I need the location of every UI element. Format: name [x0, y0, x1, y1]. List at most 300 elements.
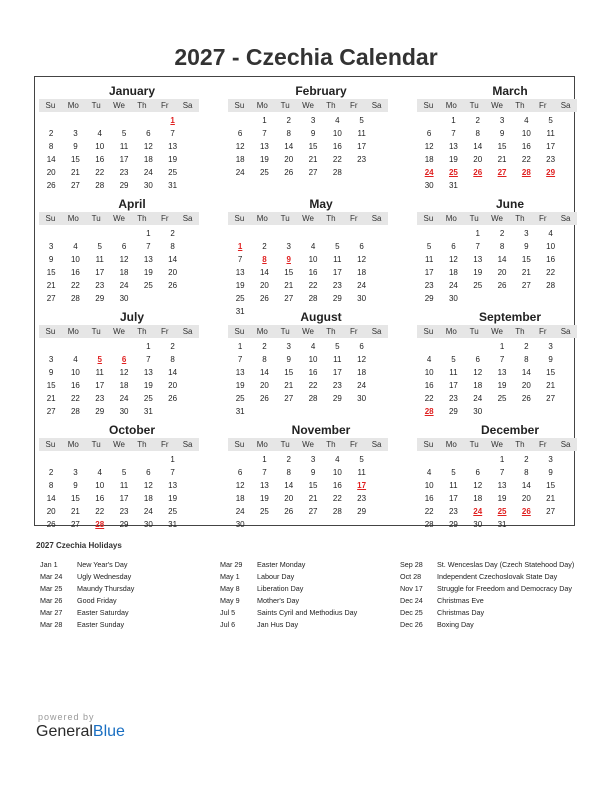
- day-cell: 24: [235, 507, 245, 516]
- day-cell: 3: [73, 468, 78, 477]
- month-may: [228, 196, 388, 318]
- day-grid: [417, 453, 577, 531]
- empty-day-cell: [88, 114, 112, 127]
- day-cell: 5: [451, 468, 456, 477]
- day-cell: 26: [168, 281, 178, 290]
- day-cell: 23: [424, 281, 434, 290]
- day-cell: 15: [284, 368, 294, 377]
- day-cell: 5: [121, 129, 127, 138]
- day-cell: 9: [73, 142, 78, 151]
- weekday-label: Th: [515, 101, 525, 110]
- day-cell: 13: [448, 142, 458, 151]
- holiday-name: Christmas Eve: [437, 596, 484, 605]
- day-cell: 13: [143, 368, 153, 377]
- weekday-label: Mo: [67, 101, 79, 110]
- day-cell: 4: [73, 242, 78, 251]
- day-cell: 1: [170, 455, 175, 464]
- holiday-item: [400, 595, 580, 607]
- day-cell: 12: [473, 481, 483, 490]
- day-cell: 21: [308, 494, 318, 503]
- day-cell: 3: [48, 242, 54, 251]
- day-grid: [228, 227, 388, 318]
- day-cell: 5: [335, 342, 340, 351]
- holiday-day-cell: 8: [262, 255, 267, 264]
- day-cell: 29: [424, 294, 434, 303]
- day-cell: 19: [235, 281, 245, 290]
- day-cell: 2: [48, 468, 54, 477]
- day-cell: 28: [308, 394, 318, 403]
- day-cell: 17: [332, 268, 342, 277]
- holiday-day-cell: 1: [237, 242, 243, 251]
- day-cell: 29: [357, 507, 367, 516]
- day-cell: 27: [521, 281, 531, 290]
- day-cell: 20: [46, 507, 56, 516]
- day-cell: 13: [143, 255, 153, 264]
- holiday-item: [220, 571, 390, 583]
- day-cell: 26: [284, 507, 294, 516]
- day-grid: [228, 114, 388, 179]
- holiday-name: Labour Day: [257, 572, 295, 581]
- day-cell: 27: [546, 507, 556, 516]
- day-cell: 21: [46, 394, 56, 403]
- weekday-label: Tu: [280, 101, 290, 110]
- day-cell: 22: [70, 394, 80, 403]
- month-name: March: [492, 84, 528, 98]
- weekday-label: Th: [515, 327, 525, 336]
- weekday-label: Su: [234, 101, 245, 110]
- day-cell: 11: [119, 481, 129, 490]
- day-cell: 5: [548, 116, 553, 125]
- weekday-label: Su: [234, 327, 245, 336]
- holiday-date: May 9: [220, 596, 240, 605]
- month-name: November: [291, 423, 351, 437]
- holiday-date: Mar 29: [220, 560, 243, 569]
- holiday-item: [400, 607, 580, 619]
- month-december: [417, 422, 577, 531]
- weekday-header: [39, 438, 199, 451]
- day-cell: 3: [286, 242, 291, 251]
- brand-general: General: [36, 723, 93, 740]
- holiday-day-cell: 5: [97, 355, 102, 364]
- month-name: June: [495, 197, 524, 211]
- weekday-label: We: [491, 214, 503, 223]
- day-cell: 14: [473, 142, 483, 151]
- day-cell: 23: [332, 381, 342, 390]
- weekday-label: Fr: [538, 327, 547, 336]
- day-grid: [417, 114, 577, 192]
- day-cell: 15: [497, 142, 507, 151]
- day-cell: 30: [143, 520, 153, 529]
- month-april: [39, 196, 199, 305]
- weekday-label: Fr: [538, 440, 547, 449]
- holiday-name: Maundy Thursday: [77, 584, 135, 593]
- day-cell: 2: [170, 342, 175, 351]
- day-cell: 9: [548, 468, 553, 477]
- day-cell: 12: [119, 255, 129, 264]
- day-cell: 12: [448, 255, 458, 264]
- day-cell: 29: [119, 181, 129, 190]
- weekday-label: We: [113, 327, 125, 336]
- day-cell: 13: [473, 255, 483, 264]
- holiday-day-cell: 25: [497, 507, 507, 516]
- holiday-item: [400, 571, 580, 583]
- holiday-name: Christmas Day: [437, 608, 485, 617]
- day-cell: 22: [424, 507, 434, 516]
- weekday-label: Sa: [182, 440, 193, 449]
- day-cell: 19: [259, 155, 269, 164]
- day-cell: 31: [448, 181, 458, 190]
- day-cell: 22: [308, 281, 318, 290]
- day-cell: 28: [308, 294, 318, 303]
- holiday-column: [40, 559, 210, 631]
- day-cell: 14: [259, 368, 269, 377]
- day-cell: 12: [119, 368, 129, 377]
- day-cell: 11: [424, 255, 434, 264]
- day-cell: 22: [332, 155, 342, 164]
- holiday-item: [220, 559, 390, 571]
- day-cell: 6: [359, 242, 364, 251]
- day-cell: 22: [546, 268, 556, 277]
- weekday-header: [39, 325, 199, 338]
- empty-day-cell: [39, 453, 63, 466]
- weekday-label: Mo: [256, 101, 268, 110]
- day-cell: 9: [310, 129, 316, 138]
- day-cell: 19: [497, 494, 507, 503]
- day-cell: 13: [235, 368, 245, 377]
- day-cell: 6: [426, 129, 432, 138]
- day-cell: 10: [70, 368, 80, 377]
- day-cell: 27: [70, 181, 80, 190]
- day-cell: 27: [284, 394, 294, 403]
- day-cell: 23: [119, 507, 129, 516]
- day-cell: 3: [548, 455, 553, 464]
- weekday-header: [417, 438, 577, 451]
- weekday-label: Th: [326, 101, 336, 110]
- weekday-label: We: [491, 440, 503, 449]
- month-january: [39, 83, 199, 192]
- day-cell: 19: [168, 155, 178, 164]
- holiday-day-cell: 27: [497, 168, 507, 177]
- day-cell: 13: [259, 481, 269, 490]
- day-cell: 5: [451, 355, 456, 364]
- day-cell: 18: [143, 155, 153, 164]
- empty-day-cell: [277, 227, 301, 240]
- holiday-item: [400, 619, 580, 631]
- day-cell: 23: [546, 155, 556, 164]
- weekday-header: [417, 99, 577, 112]
- day-cell: 25: [235, 294, 245, 303]
- holiday-item: [220, 607, 390, 619]
- day-cell: 1: [237, 342, 243, 351]
- day-cell: 15: [521, 255, 531, 264]
- holiday-date: Dec 24: [400, 596, 423, 605]
- weekday-label: Th: [137, 327, 147, 336]
- day-cell: 25: [143, 281, 153, 290]
- day-cell: 16: [95, 155, 105, 164]
- day-cell: 26: [259, 394, 269, 403]
- holiday-day-cell: 28: [424, 407, 434, 416]
- holiday-day-cell: 24: [424, 168, 434, 177]
- day-cell: 11: [449, 481, 458, 490]
- day-cell: 10: [332, 468, 342, 477]
- day-cell: 28: [424, 520, 434, 529]
- weekday-label: Sa: [560, 101, 571, 110]
- day-cell: 26: [168, 394, 178, 403]
- holiday-item: [220, 583, 390, 595]
- day-cell: 29: [448, 407, 458, 416]
- day-cell: 16: [70, 381, 80, 390]
- holiday-day-cell: 28: [521, 168, 531, 177]
- day-cell: 15: [308, 481, 318, 490]
- day-cell: 12: [424, 142, 434, 151]
- day-cell: 21: [546, 494, 556, 503]
- day-cell: 2: [286, 116, 291, 125]
- day-cell: 20: [284, 155, 294, 164]
- day-cell: 19: [259, 494, 269, 503]
- holiday-name: Easter Saturday: [77, 608, 129, 617]
- day-cell: 31: [168, 520, 178, 529]
- empty-day-cell: [349, 227, 373, 240]
- day-cell: 1: [262, 116, 267, 125]
- day-cell: 12: [143, 481, 153, 490]
- day-cell: 8: [499, 242, 505, 251]
- generalblue-logo[interactable]: [36, 723, 125, 741]
- day-cell: 27: [46, 294, 56, 303]
- holiday-name: Boxing Day: [437, 620, 474, 629]
- weekday-label: Fr: [349, 440, 358, 449]
- month-name: September: [478, 310, 542, 324]
- weekday-label: Sa: [182, 214, 193, 223]
- day-cell: 7: [170, 129, 175, 138]
- holiday-name: Mother's Day: [257, 596, 300, 605]
- empty-day-cell: [441, 453, 465, 466]
- empty-day-cell: [112, 227, 136, 240]
- day-cell: 18: [235, 155, 245, 164]
- day-cell: 6: [237, 129, 243, 138]
- day-cell: 24: [448, 281, 458, 290]
- month-name: October: [108, 423, 155, 437]
- weekday-label: We: [302, 101, 314, 110]
- weekday-header: [417, 325, 577, 338]
- day-cell: 11: [357, 129, 366, 138]
- day-cell: 6: [451, 242, 456, 251]
- day-cell: 21: [521, 268, 531, 277]
- day-cell: 15: [308, 142, 318, 151]
- day-cell: 29: [332, 394, 342, 403]
- holiday-item: [40, 607, 210, 619]
- day-cell: 24: [357, 381, 367, 390]
- holiday-date: Sep 28: [400, 560, 423, 569]
- day-cell: 26: [46, 181, 56, 190]
- day-cell: 11: [95, 255, 104, 264]
- day-cell: 19: [168, 494, 178, 503]
- day-cell: 14: [168, 368, 178, 377]
- day-cell: 4: [310, 242, 316, 251]
- day-cell: 17: [119, 155, 129, 164]
- weekday-label: Tu: [469, 101, 479, 110]
- day-cell: 24: [143, 507, 153, 516]
- month-name: January: [108, 84, 156, 98]
- holiday-name: Easter Sunday: [77, 620, 125, 629]
- day-cell: 10: [308, 255, 318, 264]
- holiday-date: May 8: [220, 584, 240, 593]
- day-cell: 24: [473, 394, 483, 403]
- day-cell: 31: [143, 407, 153, 416]
- holiday-day-cell: 25: [448, 168, 458, 177]
- empty-day-cell: [112, 340, 136, 353]
- day-cell: 25: [259, 507, 269, 516]
- empty-day-cell: [252, 227, 276, 240]
- day-cell: 20: [521, 381, 531, 390]
- day-cell: 9: [286, 355, 291, 364]
- empty-day-cell: [441, 340, 465, 353]
- day-cell: 28: [70, 407, 80, 416]
- day-cell: 12: [235, 142, 245, 151]
- day-cell: 2: [262, 242, 267, 251]
- weekday-label: Th: [515, 214, 525, 223]
- day-cell: 22: [332, 494, 342, 503]
- day-cell: 8: [262, 355, 267, 364]
- day-cell: 14: [168, 255, 178, 264]
- weekday-label: Fr: [160, 101, 169, 110]
- day-grid: [228, 453, 388, 531]
- day-cell: 21: [308, 155, 318, 164]
- weekday-label: Tu: [469, 440, 479, 449]
- day-cell: 11: [546, 129, 555, 138]
- day-cell: 6: [146, 468, 151, 477]
- day-cell: 21: [46, 281, 56, 290]
- day-cell: 19: [473, 268, 483, 277]
- weekday-label: We: [113, 440, 125, 449]
- day-cell: 30: [448, 294, 458, 303]
- day-cell: 7: [475, 242, 480, 251]
- day-cell: 13: [168, 142, 178, 151]
- month-november: [228, 422, 388, 531]
- weekday-label: Tu: [469, 214, 479, 223]
- day-grid: [39, 453, 199, 531]
- holiday-name: Easter Monday: [257, 560, 306, 569]
- day-cell: 20: [259, 281, 269, 290]
- month-name: August: [300, 310, 342, 324]
- weekday-label: Su: [423, 440, 434, 449]
- holiday-date: Dec 25: [400, 608, 423, 617]
- day-cell: 4: [335, 455, 340, 464]
- day-cell: 7: [237, 255, 243, 264]
- weekday-label: We: [491, 327, 503, 336]
- day-cell: 11: [449, 368, 458, 377]
- holiday-column: [400, 559, 580, 631]
- day-cell: 4: [310, 342, 316, 351]
- day-cell: 9: [548, 355, 553, 364]
- day-cell: 1: [499, 342, 505, 351]
- holiday-item: [400, 583, 580, 595]
- day-cell: 30: [357, 394, 367, 403]
- weekday-label: Tu: [91, 214, 101, 223]
- day-cell: 6: [146, 129, 151, 138]
- day-cell: 15: [546, 481, 556, 490]
- weekday-label: Sa: [560, 327, 571, 336]
- weekday-label: Su: [45, 327, 56, 336]
- weekday-label: Th: [326, 327, 336, 336]
- weekday-label: Th: [326, 440, 336, 449]
- day-cell: 9: [48, 368, 54, 377]
- day-cell: 31: [235, 307, 245, 316]
- empty-day-cell: [112, 453, 136, 466]
- day-cell: 13: [259, 142, 269, 151]
- day-grid: [39, 227, 199, 305]
- day-cell: 2: [524, 455, 529, 464]
- calendar-grid: [34, 76, 575, 529]
- day-cell: 23: [119, 168, 129, 177]
- day-cell: 10: [95, 481, 105, 490]
- day-cell: 25: [168, 168, 178, 177]
- day-cell: 17: [119, 494, 129, 503]
- day-cell: 4: [97, 468, 102, 477]
- day-cell: 6: [237, 468, 243, 477]
- weekday-label: Sa: [371, 214, 382, 223]
- day-cell: 19: [448, 155, 458, 164]
- day-cell: 18: [143, 494, 153, 503]
- day-cell: 26: [259, 294, 269, 303]
- day-cell: 23: [357, 494, 367, 503]
- holiday-day-cell: 6: [121, 355, 127, 364]
- empty-day-cell: [417, 114, 441, 127]
- weekday-label: Fr: [349, 327, 358, 336]
- day-cell: 13: [497, 368, 507, 377]
- day-cell: 18: [448, 268, 458, 277]
- weekday-label: Sa: [371, 327, 382, 336]
- day-cell: 7: [146, 242, 151, 251]
- month-february: [228, 83, 388, 179]
- weekday-label: Sa: [182, 327, 193, 336]
- holiday-date: Mar 25: [40, 584, 63, 593]
- weekday-header: [228, 99, 388, 112]
- day-cell: 10: [70, 255, 80, 264]
- month-march: [417, 83, 577, 192]
- day-grid: [39, 340, 199, 418]
- holiday-item: [40, 619, 210, 631]
- day-cell: 31: [235, 407, 245, 416]
- day-cell: 16: [546, 255, 556, 264]
- weekday-label: Su: [45, 214, 56, 223]
- holiday-date: May 1: [220, 572, 240, 581]
- day-cell: 18: [424, 155, 434, 164]
- day-cell: 27: [46, 407, 56, 416]
- day-cell: 18: [357, 368, 367, 377]
- day-cell: 16: [95, 494, 105, 503]
- holiday-date: Mar 26: [40, 596, 63, 605]
- weekday-label: Mo: [445, 440, 457, 449]
- holiday-day-cell: 9: [286, 255, 291, 264]
- day-cell: 10: [308, 355, 318, 364]
- weekday-label: Sa: [182, 101, 193, 110]
- day-cell: 13: [168, 481, 178, 490]
- day-cell: 14: [284, 142, 294, 151]
- day-cell: 22: [424, 394, 434, 403]
- day-cell: 28: [95, 181, 105, 190]
- day-cell: 14: [521, 368, 531, 377]
- day-cell: 1: [262, 455, 267, 464]
- day-cell: 16: [424, 494, 434, 503]
- empty-day-cell: [301, 227, 325, 240]
- day-cell: 11: [333, 255, 342, 264]
- weekday-label: We: [491, 101, 503, 110]
- day-cell: 28: [70, 294, 80, 303]
- day-cell: 25: [143, 394, 153, 403]
- day-cell: 3: [499, 116, 505, 125]
- day-cell: 20: [168, 268, 178, 277]
- day-cell: 8: [48, 142, 54, 151]
